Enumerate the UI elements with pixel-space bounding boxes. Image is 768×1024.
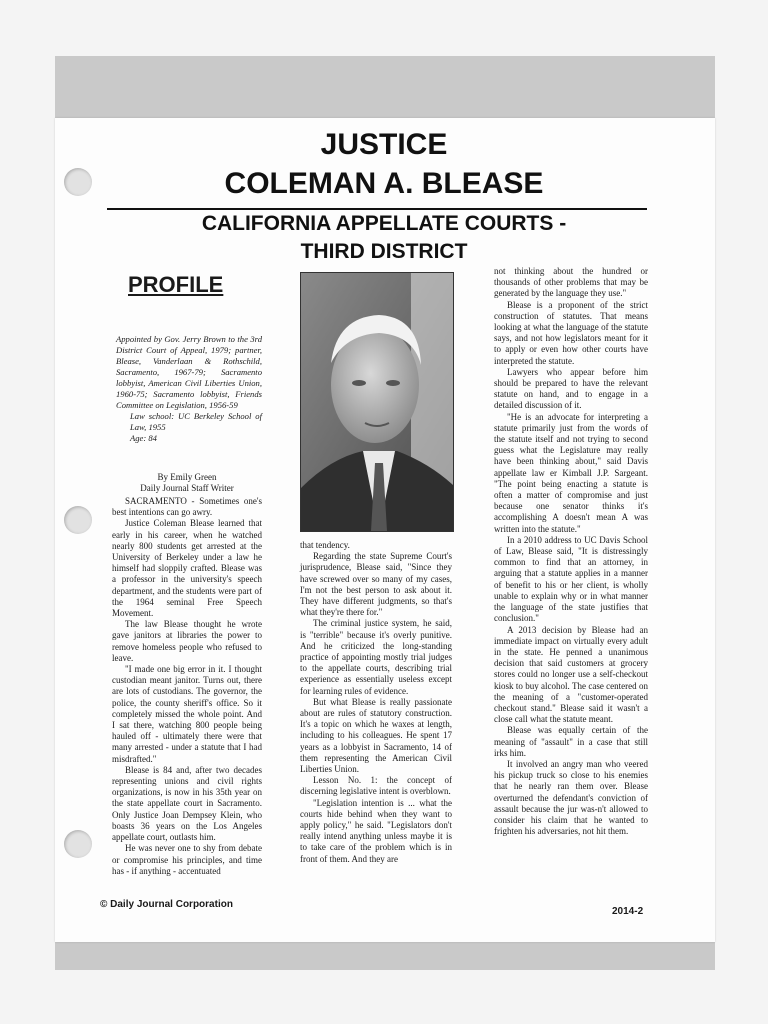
paragraph: It involved an angry man who veered his pickup truck so close to his enemies that he nearly ran them over. Blease overturned the defendant's conviction of assault because the jur was-n't allowed to consider his claim that he wanted to frighten his adversaries, not hit them. — [494, 758, 648, 837]
byline — [112, 472, 262, 494]
paragraph: A 2013 decision by Blease had an immediate impact on virtually every adult in the state. He penned a unanimous decision that said customers at grocery stores could no longer use a self-checkout kiosk to buy alcohol. The case centered on the meaning of a "customer-operated checkout stand." Blease said it wasn't a close call what the statute meant. — [494, 624, 648, 725]
copyright-notice: © Daily Journal Corporation — [100, 899, 233, 910]
paragraph: In a 2010 address to UC Davis School of Law, Blease said, "It is distressingly common to find that an attorney, in arguing that a statute applies in a manner of benefit to his or her client, is wholly unable to explain why or in what manner the language of the state justifies that conclusion." — [494, 534, 648, 624]
paragraph: But what Blease is really passionate about are rules of statutory construction. It's a topic on which he waxes at length, including to his colleagues. He spent 17 years as a lobbyist in Sacramento, 14 of them representing the American Civil Liberties Union. — [300, 696, 452, 775]
paragraph: Lesson No. 1: the concept of discerning legislative intent is overblown. — [300, 775, 452, 797]
paragraph: "He is an advocate for interpreting a statute primarily just from the words of the statute itself and not trying to second guess what the Legislature may really have been thinking about," said Davis appellate law er Kimball J.P. Sargeant. "The point being enacting a statute is often a matter of compromise and just because one senator thinks it's accomplishing A doesn't mean A was written into the statute." — [494, 411, 648, 534]
scan-margin-bottom — [55, 942, 715, 970]
paragraph: He was never one to shy from debate or compromise his principles, and time has - if anything - accentuated — [112, 843, 262, 876]
punch-hole — [64, 830, 92, 858]
paragraph: Blease is a proponent of the strict construction of statutes. That means looking at what the language of the statute says, and not how legislators meant for it to apply or even how other courts have interpreted the statute. — [494, 299, 648, 366]
article-column-1 — [112, 496, 262, 877]
paragraph: that tendency. — [300, 540, 350, 550]
law-school: Law school: UC Berkeley School of Law, 1955 — [130, 411, 262, 432]
appointment-summary — [116, 334, 262, 444]
punch-hole — [64, 506, 92, 534]
paragraph: Justice Coleman Blease learned that early in his career, when he watched nearly 800 students get arrested at the University of Berkeley under a law he himself had sloppily crafted. Blease was a professor in the university's speech department, and the students were part of the 1964 seminal Free Speech Movement. — [112, 518, 262, 619]
subtitle-line1: CALIFORNIA APPELLATE COURTS - — [201, 212, 567, 235]
paragraph: Lawyers who appear before him should be prepared to have the relevant statute on hand, and to engage in a detailed discussion of it. — [494, 366, 648, 411]
age: Age: 84 — [130, 433, 157, 443]
paragraph: "Legislation intention is ... what the courts hide behind when they want to apply policy," he said. "Legislators don't really intend anything unless maybe it is to take care of the problem which is in front of them. And they are — [300, 797, 452, 864]
paragraph: Blease is 84 and, after two decades representing unions and civil rights organizations, is now in his 35th year on the state appellate court in Sacramento. Only Justice Joan Dempsey Klein, who boasts 36 years on the Los Angeles appellate court, outlasts him. — [112, 764, 262, 843]
paragraph: The criminal justice system, he said, is "terrible" because it's overly punitive. And he criticized the long-standing practice of appointing mostly trial judges to the appellate courts, describing trial experience as essentially useless except for learning rules of evidence. — [300, 618, 452, 696]
byline-role: Daily Journal Staff Writer — [140, 483, 234, 493]
page-title-line1: JUSTICE — [320, 128, 448, 161]
paragraph: SACRAMENTO - Sometimes one's best intentions can go awry. — [112, 496, 262, 518]
paragraph: The law Blease thought he wrote gave janitors at libraries the power to remove homeless people who refused to leave. — [112, 619, 262, 663]
paragraph: Regarding the state Supreme Court's jurisprudence, Blease said, "Since they have screwed over so many of my cases, I'm not the best person to ask about it. They have different judgments, so that's what they're there for." — [300, 551, 452, 618]
profile-heading: PROFILE — [128, 272, 224, 297]
page-code: 2014-2 — [612, 906, 644, 917]
appointment-text: Appointed by Gov. Jerry Brown to the 3rd District Court of Appeal, 1979; partner, Blease, Vanderlaan & Rothschild, Sacramento, 1967-79; Sacramento lobbyist, American Civil Liberties Union, 1960-75; Sacramento lobbyist, Friends Committee on Legislation, 1956-59 — [116, 334, 262, 410]
portrait-photo-icon — [300, 272, 454, 532]
paragraph: Blease was equally certain of the meaning of "assault" in a case that still irks him. — [494, 725, 648, 758]
article-column-2 — [300, 540, 452, 865]
page-title-line2: COLEMAN A. BLEASE — [224, 167, 544, 200]
title-divider — [107, 208, 647, 210]
subtitle-line2: THIRD DISTRICT — [300, 240, 468, 263]
article-column-3 — [494, 266, 648, 837]
byline-author: By Emily Green — [157, 472, 217, 482]
paragraph: not thinking about the hundred or thousands of other problems that may be generated by the language they use." — [494, 266, 648, 299]
paragraph: "I made one big error in it. I thought custodian meant janitor. Turns out, there are lots of custodians. The governor, the police, the county sheriff's office. So it completely missed the whole point. And I sat there, watching 800 people being hauled off - ultimately there were that many arrested - under a statute that I had misdrafted." — [112, 664, 262, 764]
scan-margin-top — [55, 56, 715, 118]
